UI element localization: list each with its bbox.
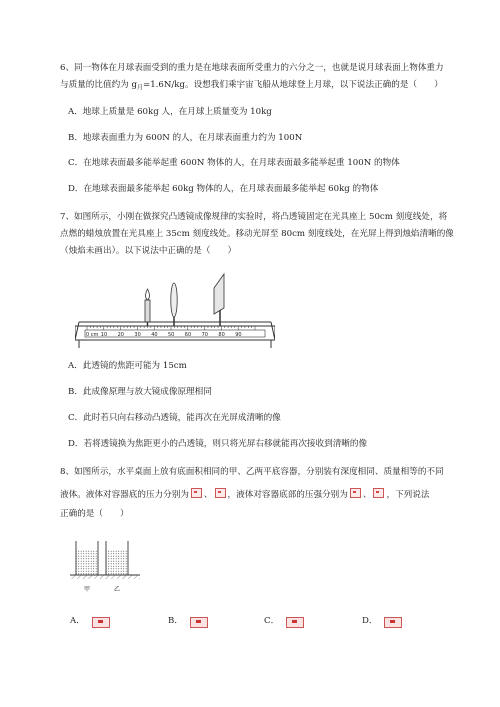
q6-option-b: B．地球表面重力为 600N 的人，在月球表面重力约为 100N [68,133,303,143]
q8-sep2: 、 [362,490,372,500]
force-f1-image-icon [191,488,202,498]
q6-stem-line2 [60,80,443,94]
q8-answer-b-image-icon [190,617,208,628]
optical-bench [75,322,275,348]
ruler-label: 0 cm [86,332,99,338]
q7-option-d: D．若将透镜换为焦距更小的凸透镜，则只将光屏右移就能再次接收到清晰的像 [68,439,368,449]
q8-answer-a-image-icon [92,617,110,628]
q7-stem-line1: 7、如图所示，小刚在做探究凸透镜成像规律的实验时，将凸透镜固定在光具座上 50cm 刻度线处，将 [60,212,448,222]
q8-stem-line3: 正确的是（ ） [60,509,129,519]
optical-bench-figure [75,270,275,350]
ruler-label: 30 [134,332,141,338]
container-yi [106,541,128,575]
q7-stem-line3: （烛焰未画出）。以下说法中正确的是（ ） [60,246,237,256]
q6-stem-line2-sub: 月 [136,84,143,92]
container-label-yi: 乙 [114,586,121,593]
q8-stem-line1: 8、如图所示，水平桌面上放有底面积相同的甲、乙两平底容器，分别装有深度相同、质量相等的不同 [60,467,444,477]
ruler-label: 40 [151,332,158,338]
pressure-p2-image-icon [373,488,384,498]
q8-stem-line2-a: 液体。液体对容器底的压力分别为 [60,490,189,500]
q6-option-a: A．地球上质量是 60kg 人，在月球上质量变为 10kg [68,107,272,117]
ruler-label: 10 [100,332,108,338]
q8-stem-line2-c: ，下列说法 [386,490,430,500]
q6-stem-line1: 6、同一物体在月球表面受到的重力是在地球表面所受重力的六分之一，也就是说月球表面上物体重力 [60,63,444,73]
q7-option-c: C．此时若只向右移动凸透镜，能再次在光屏成清晰的像 [68,413,281,423]
table-surface [70,575,140,579]
q8-stem-line2-b: ，液体对容器底部的压强分别为 [227,490,348,500]
ruler-label: 50 [168,332,175,338]
q8-answer-c-label: C． [264,616,280,626]
q7-stem-line2: 点燃的蜡烛放置在光具座上 35cm 刻度线处。移动光屏至 80cm 刻度线处，在光屏上得到烛焰清晰的像 [60,229,454,239]
q8-stem-line2 [60,488,429,501]
ruler-label: 60 [184,332,192,338]
force-f2-image-icon [215,488,226,498]
two-containers-figure [70,535,150,595]
ruler-label: 20 [117,332,124,338]
pressure-p1-image-icon [350,488,361,498]
container-label-jia: 甲 [84,586,91,593]
q6-option-c: C．在地球表面最多能举起重 600N 物体的人，在月球表面最多能举起重 100N 的物体 [68,158,400,168]
q8-answer-d-image-icon [384,617,402,628]
q8-answer-c-image-icon [286,617,304,628]
ruler-label: 90 [235,332,242,338]
q6-option-d: D．在地球表面最多能举起 60kg 物体的人，在月球表面最多能举起 60kg 的物体 [68,184,379,194]
q6-stem-line2-pre: 与质量的比值约为 g [60,80,137,90]
candle-figure [145,289,150,330]
q8-answer-d-label: D． [362,616,378,626]
ruler-label: 80 [218,332,225,338]
q8-answer-b-label: B． [168,616,183,626]
q8-answer-a-label: A． [70,616,85,626]
q7-option-a: A．此透镜的焦距可能为 15cm [68,361,187,371]
convex-lens-figure [171,283,177,330]
container-jia [76,541,98,575]
q6-stem-line2-post: =1.6N/kg。设想我们乘宇宙飞船从地球登上月球，以下说法正确的是（ ） [143,80,443,90]
q8-sep1: 、 [203,490,213,500]
ruler-label: 70 [201,332,208,338]
q7-option-b: B．此成像原理与放大镜成像原理相同 [68,387,212,397]
